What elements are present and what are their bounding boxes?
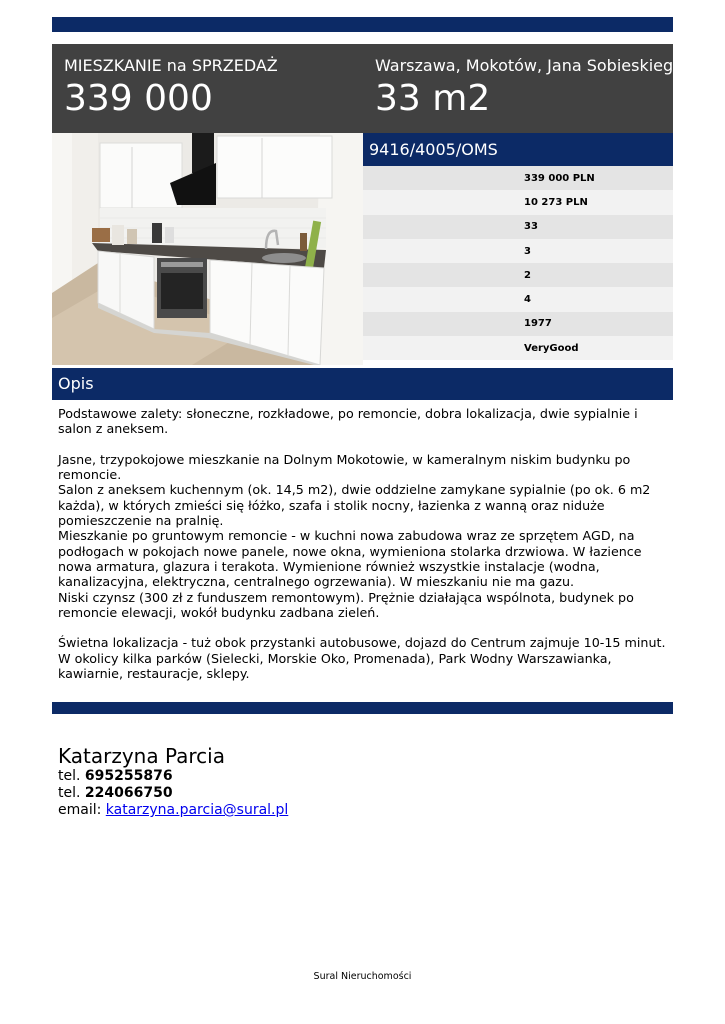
description-paragraph: Świetna lokalizacja - tuż obok przystanki autobusowe, dojazd do Centrum zajmuje 10-15 minut. W okolicy kilka parków (Sielecki, Morskie Oko, Promenada), Park Wodny Warszawianka, kawiarnie, restauracje, sklepy.	[58, 635, 666, 682]
param-value: 2	[524, 269, 531, 281]
param-value: 3	[524, 245, 531, 257]
phone-number-2[interactable]: 224066750	[84, 785, 173, 801]
email-link[interactable]: katarzyna.parcia@sural.pl	[105, 802, 289, 818]
description-paragraph: Podstawowe zalety: słoneczne, rozkładowe, po remoncie, dobra lokalizacja, dwie sypialnie i salon z aneksem.	[58, 406, 638, 437]
email-line	[58, 802, 288, 819]
top-accent-bar	[52, 17, 673, 32]
description-heading: Opis	[52, 368, 673, 400]
param-value: 10 273 PLN	[524, 196, 588, 208]
description-paragraph: Niski czynsz (300 zł z funduszem remontowym). Prężnie działająca wspólnota, budynek po remoncie elewacji, wokół budynku zadbana zieleń.	[58, 589, 634, 620]
param-value: 339 000 PLN	[524, 172, 595, 184]
phone-number-1[interactable]: 695255876	[84, 768, 173, 784]
listing-price: 339 000	[64, 78, 213, 119]
agent-name: Katarzyna Parcia	[58, 744, 225, 768]
tel-label: tel.	[58, 785, 81, 801]
description-paragraph: Salon z aneksem kuchennym (ok. 14,5 m2), dwie oddzielne zamykane sypialnie (po ok. 6 m2 każda), w których zmieści się łóżko, szafa i stolik nocny, łazienka z wanną oraz niduże pomieszczenie na pralnię.	[58, 482, 651, 529]
param-row	[363, 190, 673, 214]
param-value: VeryGood	[524, 342, 579, 354]
description-paragraph: Mieszkanie po gruntowym remoncie - w kuchni nowa zabudowa wraz ze sprzętem AGD, na podłogach w pokojach nowe panele, nowe okna, wymieniona stolarka drzwiowa. W łazience nowa armatura, glazura i terakota. Wymienione również wszystkie instalacje (wodna, kanalizacyjna, elektryczna, centralnego ogrzewania). W mieszkaniu nie ma gazu.	[58, 528, 642, 590]
header-right	[375, 56, 683, 120]
listing-location: Warszawa, Mokotów, Jana Sobieskiego	[375, 56, 683, 75]
phone-line-2	[58, 785, 288, 802]
tel-label: tel.	[58, 768, 81, 784]
phone-line-1	[58, 768, 288, 785]
param-row	[363, 263, 673, 287]
description-paragraph: Jasne, trzypokojowe mieszkanie na Dolnym Mokotowie, w kameralnym niskim budynku po remoncie.	[58, 451, 631, 483]
header-left	[64, 56, 364, 120]
param-row	[363, 215, 673, 239]
param-value: 33	[524, 221, 538, 233]
param-row	[363, 239, 673, 263]
agent-contact	[58, 744, 288, 819]
footer-company: Sural Nieruchomości	[313, 971, 412, 982]
bottom-accent-bar	[52, 702, 673, 714]
param-value: 4	[524, 294, 531, 306]
description-body	[58, 406, 670, 681]
param-row	[363, 166, 673, 190]
param-row	[363, 336, 673, 360]
param-row	[363, 287, 673, 311]
parameters-table	[363, 166, 673, 360]
offer-reference: 9416/4005/OMS	[363, 133, 673, 166]
param-row	[363, 312, 673, 336]
kitchen-photo	[52, 133, 363, 365]
listing-header	[52, 44, 683, 133]
listing-type: MIESZKANIE na SPRZEDAŻ	[64, 56, 278, 75]
listing-area: 33 m2	[375, 78, 491, 119]
param-value: 1977	[524, 318, 552, 330]
email-label: email:	[58, 802, 102, 818]
